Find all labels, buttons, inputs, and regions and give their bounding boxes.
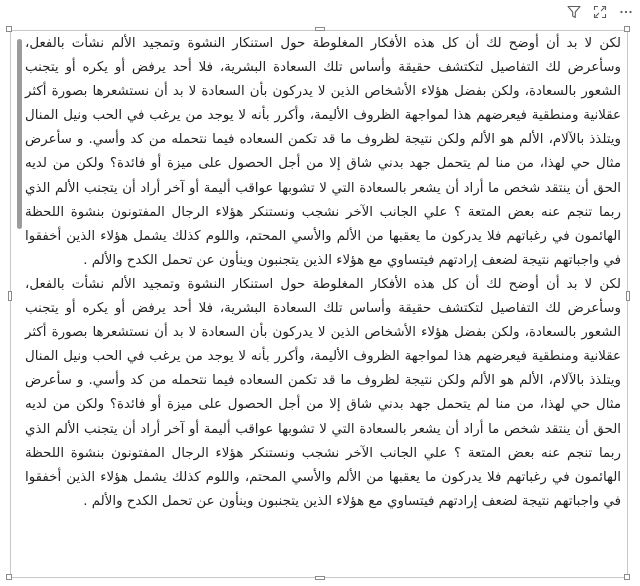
more-options-icon[interactable] bbox=[618, 4, 634, 20]
resize-handle-left[interactable] bbox=[8, 291, 12, 301]
resize-handle-right[interactable] bbox=[626, 291, 630, 301]
vertical-scrollbar[interactable] bbox=[17, 39, 22, 229]
paragraph: لكن لا بد أن أوضح لك أن كل هذه الأفكار المغلوطة حول استنكار النشوة وتمجيد الألم نشأت بالفعل، وسأعرض لك التفاصيل لتكتشف حقيقة وأساس تلك السعادة البشرية، فلا أحد يرفض أو يكره أو يتجنب الشعور بالسعادة، ولكن بفضل هؤلاء الأشخاص الذين لا يدركون بأن السعادة لا بد أن نستشعرها بصورة أكثر عقلانية ومنطقية فيعرضهم هذا لمواجهة الظروف الأليمة، وأكرر بأنه لا يوجد من يرغب في الحب ونيل المنال ويتلذذ بالآلام، الألم هو الألم ولكن نتيجة لظروف ما قد تكمن السعاده فيما نتحمله من كد وأسي. و سأعرض مثال حي لهذا، من منا لم يتحمل جهد بدني شاق إلا من أجل الحصول على ميزة أو فائدة؟ ولكن من لديه الحق أن ينتقد شخص ما أراد أن يشعر بالسعادة التي لا تشوبها عواقب أليمة أو آخر أراد أن يتجنب الألم الذي ربما تنجم عنه بعض المتعة ؟ علي الجانب الآخر نشجب ونستنكر هؤلاء الرجال المفتونون بنشوة اللحظة الهائمون في رغباتهم فلا يدركون ما يعقبها من الألم والأسي المحتم، واللوم كذلك يشمل هؤلاء الذين أخفقوا في واجباتهم نتيجة لضعف إرادتهم فيتساوي مع هؤلاء الذين يتجنبون وينأون عن تحمل الكدح والألم . bbox=[25, 276, 621, 509]
focus-mode-icon[interactable] bbox=[592, 4, 608, 20]
paragraph: لكن لا بد أن أوضح لك أن كل هذه الأفكار المغلوطة حول استنكار النشوة وتمجيد الألم نشأت بالفعل، وسأعرض لك التفاصيل لتكتشف حقيقة وأساس تلك السعادة البشرية، فلا أحد يرفض أو يكره أو يتجنب الشعور بالسعادة، ولكن بفضل هؤلاء الأشخاص الذين لا يدركون بأن السعادة لا بد أن نستشعرها بصورة أكثر عقلانية ومنطقية فيعرضهم هذا لمواجهة الظروف الأليمة، وأكرر بأنه لا يوجد من يرغب في الحب ونيل المنال ويتلذذ بالآلام، الألم هو الألم ولكن نتيجة لظروف ما قد تكمن السعاده فيما نتحمله من كد وأسي. و سأعرض مثال حي لهذا، من منا لم يتحمل جهد بدني شاق إلا من أجل الحصول على ميزة أو فائدة؟ ولكن من لديه الحق أن ينتقد شخص ما أراد أن يشعر بالسعادة التي لا تشوبها عواقب أليمة أو آخر أراد أن يتجنب الألم الذي ربما تنجم عنه بعض المتعة ؟ علي الجانب الآخر نشجب ونستنكر هؤلاء الرجال المفتونون بنشوة اللحظة الهائمون في رغباتهم فلا يدركون ما يعقبها من الألم والأسي المحتم، واللوم كذلك يشمل هؤلاء الذين أخفقوا في واجباتهم نتيجة لضعف إرادتهم فيتساوي مع هؤلاء الذين يتجنبون وينأون عن تحمل الكدح والألم . bbox=[25, 36, 621, 268]
resize-handle-top[interactable] bbox=[315, 27, 325, 31]
resize-handle-bottom-right[interactable] bbox=[624, 574, 630, 580]
visual-header-toolbar bbox=[566, 2, 634, 22]
resize-handle-bottom[interactable] bbox=[315, 576, 325, 580]
resize-handle-top-left[interactable] bbox=[6, 26, 12, 32]
filter-icon[interactable] bbox=[566, 4, 582, 20]
resize-handle-top-right[interactable] bbox=[624, 26, 630, 32]
text-content bbox=[25, 31, 621, 577]
text-box-visual[interactable] bbox=[10, 30, 628, 578]
resize-handle-bottom-left[interactable] bbox=[6, 574, 12, 580]
